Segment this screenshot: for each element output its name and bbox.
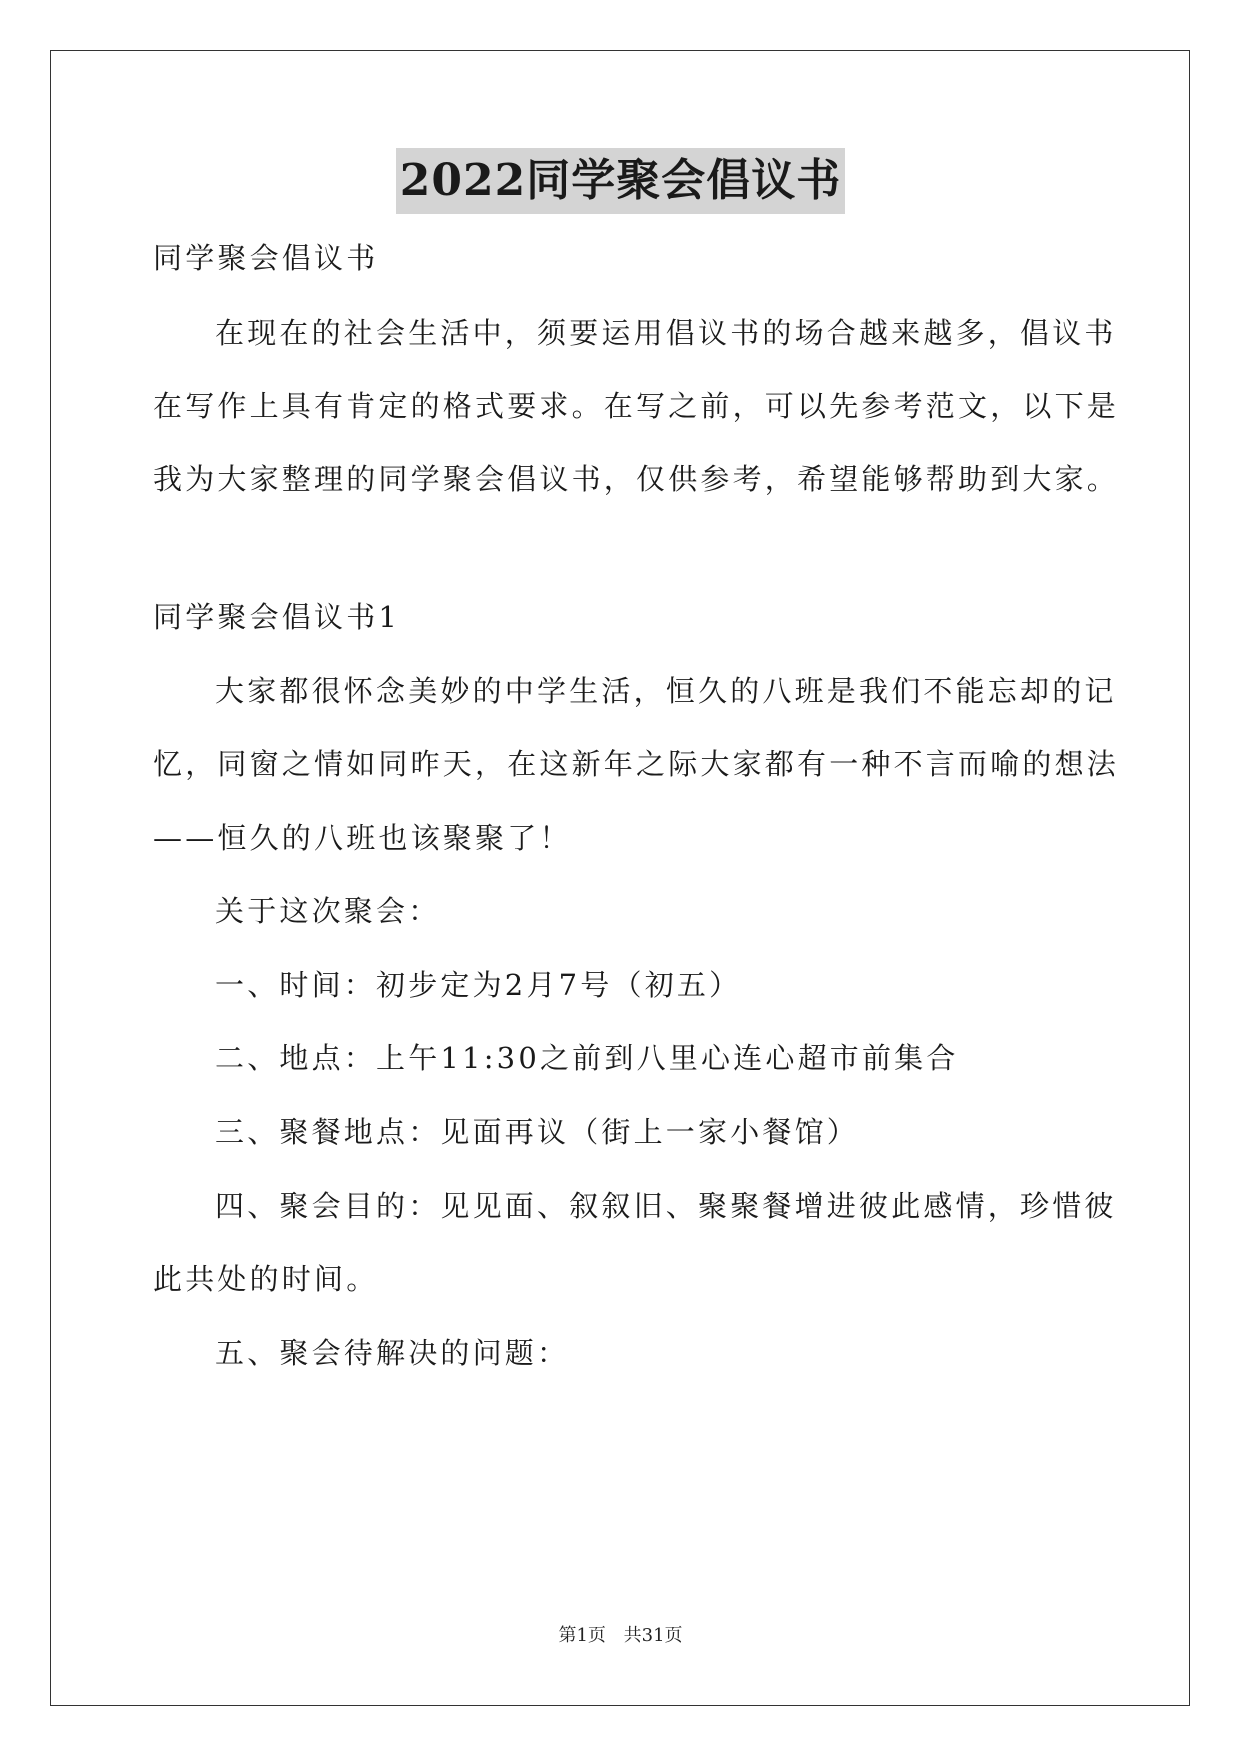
page-border bbox=[50, 50, 1190, 1706]
section-heading: 同学聚会倡议书1 bbox=[153, 600, 401, 634]
paragraph-line: 我为大家整理的同学聚会倡议书，仅供参考，希望能够帮助到大家。 bbox=[153, 462, 1120, 496]
page-number: 第1页 bbox=[558, 1625, 606, 1646]
paragraph-line: 在写作上具有肯定的格式要求。在写之前，可以先参考范文，以下是 bbox=[153, 389, 1120, 423]
title-container bbox=[0, 148, 1241, 214]
paragraph-line: ——恒久的八班也该聚聚了！ bbox=[153, 821, 572, 855]
list-item: 二、地点：上午11:30之前到八里心连心超市前集合 bbox=[215, 1041, 959, 1075]
list-item: 四、聚会目的：见见面、叙叙旧、聚聚餐增进彼此感情，珍惜彼 bbox=[215, 1189, 1117, 1223]
section-heading: 同学聚会倡议书 bbox=[153, 241, 379, 275]
paragraph-line: 忆，同窗之情如同昨天，在这新年之际大家都有一种不言而喻的想法 bbox=[153, 747, 1120, 781]
list-item: 一、时间：初步定为2月7号（初五） bbox=[215, 968, 742, 1002]
document-title: 2022同学聚会倡议书 bbox=[396, 148, 845, 214]
list-item: 五、聚会待解决的问题： bbox=[215, 1336, 570, 1370]
paragraph-line: 关于这次聚会： bbox=[215, 894, 441, 928]
list-item-continuation: 此共处的时间。 bbox=[153, 1262, 379, 1296]
page-footer bbox=[0, 1622, 1241, 1650]
paragraph-line: 在现在的社会生活中，须要运用倡议书的场合越来越多，倡议书 bbox=[215, 316, 1117, 350]
list-item: 三、聚餐地点：见面再议（街上一家小餐馆） bbox=[215, 1115, 860, 1149]
paragraph-line: 大家都很怀念美妙的中学生活，恒久的八班是我们不能忘却的记 bbox=[215, 674, 1117, 708]
page-total: 共31页 bbox=[623, 1625, 683, 1646]
